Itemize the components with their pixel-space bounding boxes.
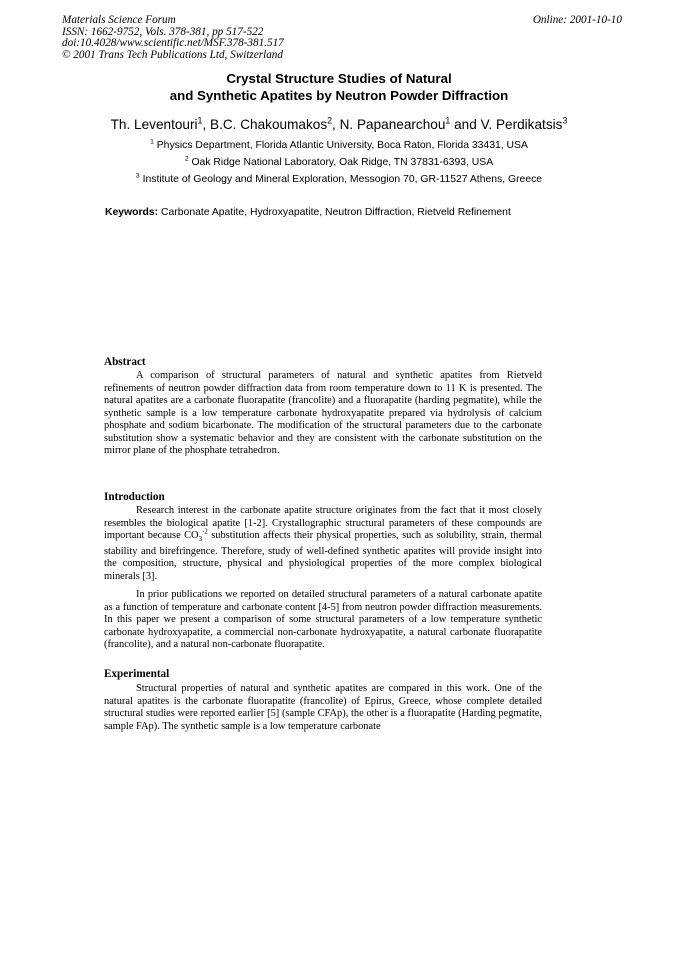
keywords-text: Carbonate Apatite, Hydroxyapatite, Neutron Diffraction, Rietveld Refinement [161,207,511,218]
introduction-paragraph-2: In prior publications we reported on detailed structural parameters of a natural carbonate apatite as a function of temperature and carbonate content [4-5] from neutron powder diffraction measurements. In this paper we present a comparison of some structural parameters of a low temperature synthetic carbonate hydroxyapatite, a commercial non-carbonate hydroxyapatite, a natural carbonate fluorapatite (francolite), and a natural non-carbonate fluorapatite. [104,589,542,650]
experimental-paragraph-1: Structural properties of natural and synthetic apatites are compared in this work. One of the natural apatites is the carbonate fluorapatite (francolite) of Epirus, Greece, whose complete detailed structural studies were reported earlier [5] (sample CFAp), the other is a fluorapatite (Harding pegmatite, sample FAp). The synthetic sample is a low temperature carbonate [104,683,542,732]
affiliation-1: $^1$ Physics Department, Florida Atlantic University, Boca Raton, Florida 33431, USA [150,138,528,151]
title-line-2: and Synthetic Apatites by Neutron Powder Diffraction [169,87,509,103]
title-line-1: Crystal Structure Studies of Natural [226,71,452,86]
author-1: Th. Leventouri$^1$ [110,115,203,132]
author-list: Th. Leventouri$^1$, B.C. Chakoumakos$^2$, N. Papanearchou$^1$ and V. Perdikatsis$^3$ [110,115,568,132]
keywords-label: Keywords: [105,207,159,218]
experimental-heading: Experimental [104,668,170,680]
affiliation-3: $^3$ Institute of Geology and Mineral Exploration, Messogion 70, GR-11527 Athens, Greece [135,172,543,185]
abstract-text: A comparison of structural parameters of natural and synthetic apatites from Rietveld refinements of neutron powder diffraction data from room temperature down to 11 K is presented. The natural apatites are a carbonate fluorapatite (francolite) and a fluorapatite (harding pegmatite), while the synthetic sample is a low temperature carbonate hydroxyapatite prepared via hydrolysis of calcium phosphate and sodium bicarbonate. The modification of the structural parameters due to the carbonate substitution show a systematic behavior and they are consistent with the carbonate substitution on the mirror plane of the phosphate tetrahedron. [104,370,542,456]
keywords [105,207,511,218]
paper-title [0,71,678,104]
issn-line: ISSN: 1662-9752, Vols. 378-381, pp 517-522 [62,25,264,38]
author-3: N. Papanearchou$^1$ [339,115,451,132]
online-date: Online: 2001-10-10 [532,14,622,26]
journal-header [62,15,622,61]
journal-name: Materials Science Forum [62,14,176,26]
author-4: V. Perdikatsis$^3$ [480,115,568,132]
affiliation-2: $^2$ Oak Ridge National Laboratory, Oak Ridge, TN 37831-6393, USA [184,155,494,168]
abstract-heading: Abstract [104,356,146,368]
doi-line[interactable]: doi:10.4028/www.scientific.net/MSF.378-381.517 [62,37,284,49]
author-2: B.C. Chakoumakos$^2$ [210,115,333,132]
copyright-line: © 2001 Trans Tech Publications Ltd, Switzerland [62,48,283,61]
introduction-heading: Introduction [104,491,165,503]
introduction-paragraph-1: Research interest in the carbonate apatite structure originates from the fact that it most closely resembles the biological apatite [1-2]. Crystallographic structural parameters of these compounds are important because $CO_3^{-2}$ substitution affects their physical properties, such as solubility, strain, thermal stability and birefringence. Therefore, study of well-defined synthetic apatites will provide insight into the composition, structure, physical and physiological properties of the more complex biological minerals [3]. [104,505,542,582]
